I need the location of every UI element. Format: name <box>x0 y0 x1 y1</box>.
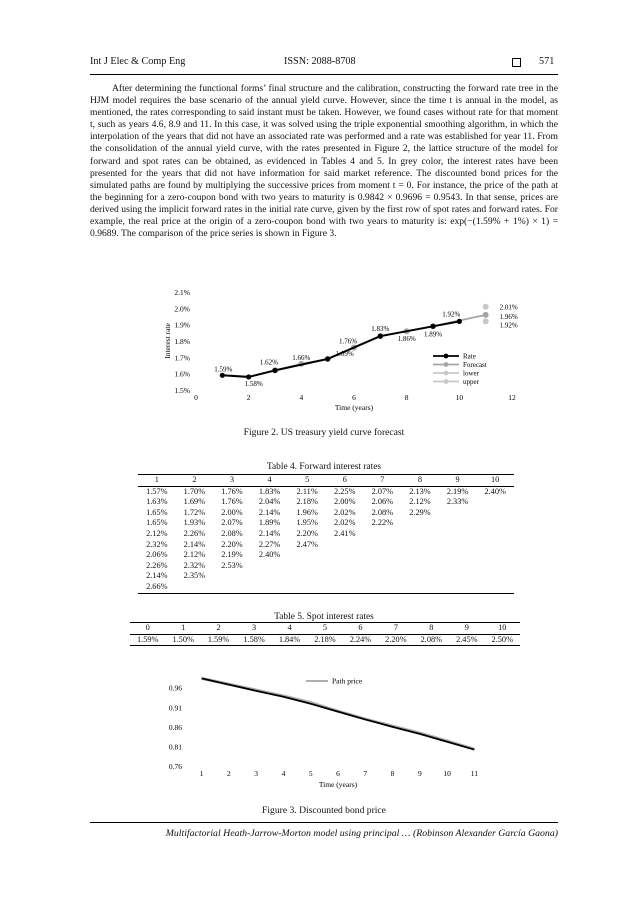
x-tick-label: 9 <box>417 769 422 778</box>
table-cell <box>476 550 514 561</box>
table-cell: 2.53% <box>221 560 243 570</box>
table-cell: 2.32% <box>183 560 206 570</box>
column-header: 9 <box>464 623 469 632</box>
table-cell <box>364 571 402 582</box>
data-label: 1.59% <box>214 365 233 374</box>
x-tick-label: 4 <box>299 393 304 402</box>
table-cell: 2.20% <box>296 528 318 538</box>
data-label: 1.69% <box>335 349 354 358</box>
legend-marker-forecast <box>444 362 449 367</box>
table-cell: 1.58% <box>243 634 265 644</box>
table-cell: 1.70% <box>183 486 206 496</box>
table-cell: 2.45% <box>456 634 478 644</box>
table-cell: 2.26% <box>183 528 206 538</box>
legend-marker-upper <box>444 379 449 384</box>
data-label: 1.92% <box>442 310 461 319</box>
x-tick-label: 12 <box>508 393 516 402</box>
x-tick-label: 11 <box>470 769 478 778</box>
table-4 <box>138 474 514 594</box>
table-cell <box>364 550 402 561</box>
column-header: 7 <box>393 623 398 632</box>
running-footer: Multifactorial Heath-Jarrow-Morton model using principal … (Robinson Alexander García Gaona) <box>165 828 558 839</box>
data-label: 1.83% <box>371 325 390 334</box>
table-cell: 2.66% <box>146 581 168 591</box>
page-number: 571 <box>539 56 555 67</box>
table-cell: 2.20% <box>385 634 407 644</box>
table-cell: 2.12% <box>146 528 168 538</box>
table-cell <box>213 582 251 593</box>
column-header: 3 <box>229 475 235 484</box>
table-cell <box>364 540 402 551</box>
table-cell <box>439 561 477 572</box>
table-cell: 2.41% <box>334 528 356 538</box>
table-cell: 2.08% <box>371 507 394 517</box>
column-header: 6 <box>342 475 347 484</box>
table-cell <box>364 582 402 593</box>
column-header: 6 <box>358 623 363 632</box>
table-row <box>138 582 514 593</box>
x-axis-label: Time (years) <box>334 403 374 412</box>
table-cell: 2.00% <box>221 507 243 517</box>
table-cell: 2.24% <box>349 634 372 644</box>
table-cell <box>401 582 439 593</box>
table-row <box>138 497 514 508</box>
table-cell: 1.96% <box>296 507 318 517</box>
data-label: 1.76% <box>338 337 358 346</box>
table-cell: 2.47% <box>296 539 318 549</box>
table-cell: 2.22% <box>371 518 394 528</box>
table-cell: 1.72% <box>183 507 206 517</box>
y-tick-label: 2.0% <box>174 304 190 314</box>
table-cell: 2.35% <box>183 571 206 581</box>
table-cell <box>326 540 364 551</box>
x-tick-label: 6 <box>352 393 356 402</box>
table-cell <box>476 571 514 582</box>
data-label: 2.01% <box>499 303 518 312</box>
table-cell: 1.76% <box>221 497 243 507</box>
data-label: 1.62% <box>259 358 278 367</box>
figure-3-chart <box>148 670 498 798</box>
table-cell: 1.65% <box>146 518 168 528</box>
figure-2-chart <box>158 284 520 414</box>
column-header: 1 <box>181 623 186 632</box>
y-tick-label: 0.86 <box>168 722 182 732</box>
table-row <box>138 571 514 582</box>
header-rule <box>90 74 558 75</box>
table-cell <box>326 561 364 572</box>
figure-3-caption: Figure 3. Discounted bond price <box>262 805 386 816</box>
table-cell: 1.69% <box>183 497 206 507</box>
table-cell <box>401 561 439 572</box>
data-point-upper <box>483 304 489 310</box>
table-cell <box>401 518 439 529</box>
table-cell <box>176 582 214 593</box>
table-cell: 2.40% <box>484 486 506 496</box>
table-cell: 2.14% <box>258 507 281 517</box>
x-tick-label: 2 <box>246 393 251 402</box>
footer-rule <box>90 822 558 823</box>
x-tick-label: 8 <box>404 393 409 402</box>
x-tick-label: 4 <box>281 769 286 778</box>
table-cell: 2.12% <box>183 550 206 560</box>
table-cell: 2.04% <box>258 497 281 507</box>
column-header: 10 <box>491 475 500 484</box>
legend-label-upper: upper <box>463 378 479 386</box>
table-cell: 2.07% <box>371 486 394 496</box>
table-cell <box>213 571 251 582</box>
column-header: 0 <box>145 623 150 632</box>
table-5-title: Table 5. Spot interest rates <box>274 612 374 622</box>
column-header: 10 <box>498 623 507 632</box>
column-header: 9 <box>455 475 460 484</box>
table-cell: 2.29% <box>409 507 431 517</box>
column-header: 7 <box>380 475 385 484</box>
table-cell: 2.02% <box>334 507 356 517</box>
column-header: 4 <box>287 623 292 632</box>
data-point-rate <box>325 356 330 361</box>
table-cell: 2.02% <box>334 518 356 528</box>
table-cell <box>326 550 364 561</box>
data-label: 1.86% <box>397 335 416 344</box>
body-paragraph: After determining the functional forms’ final structure and the calibration, constructing the forward rate tree in the HJM model requires the base scenario of the annual yield curve. However, since the time t is annual in the model, as mentioned, the rates corresponding to said instant must be taken. However, we found cases without rate for that moment t, such as years 4.6, 8.9 and 11. In this case, it was solved using the triple exponential smoothing algorithm, in which the interpolation of the years that did not have an associated rate was performed and a rate was established for year 11. From the consolidation of the annual yield curve, with the rates presented in Figure 2, the lattice structure of the model for forward and spot rates can be obtained, as evidenced in Tables 4 and 5. In grey color, the interest rates have been presented for the years that did not have information for said market reference. The discounted bond prices for the simulated paths are found by multiplying the successive prices from moment t = 0. For instance, the price of the path at the beginning for a zero-coupon bond with two years to maturity is 0.9842 × 0.9696 = 0.9543. In that sense, prices are derived using the implicit forward rates in the initial rate curve, given by the first row of spot rates and forward rates. For example, the real price at the origin of a zero-coupon bond with two years to maturity is: exp(−(1.59% + 1%) × 1) = 0.9689. The comparison of the price series is shown in Figure 3. <box>90 83 558 240</box>
table-cell: 2.20% <box>221 539 243 549</box>
table-cell <box>476 561 514 572</box>
data-label: 1.96% <box>499 312 518 321</box>
column-header: 8 <box>429 623 434 632</box>
data-point-lower <box>483 318 489 324</box>
table-row <box>138 550 514 561</box>
table-cell <box>476 582 514 593</box>
table-cell <box>364 561 402 572</box>
table-cell: 2.06% <box>146 550 168 560</box>
table-4-title: Table 4. Forward interest rates <box>266 462 382 472</box>
journal-name: Int J Elec & Comp Eng <box>90 56 186 67</box>
x-tick-label: 10 <box>455 393 464 402</box>
table-cell: 1.84% <box>278 634 301 644</box>
table-row <box>138 540 514 551</box>
data-label: 1.92% <box>499 321 518 330</box>
table-cell: 1.57% <box>146 486 168 496</box>
table-cell: 1.65% <box>146 507 168 517</box>
table-row <box>138 518 514 529</box>
table-cell: 2.13% <box>409 486 431 496</box>
table-row <box>138 561 514 572</box>
data-point-rate <box>457 319 462 324</box>
column-header: 2 <box>216 623 221 632</box>
y-tick-label: 1.8% <box>174 337 190 346</box>
table-cell <box>401 540 439 551</box>
table-cell: 2.18% <box>314 634 336 644</box>
table-cell <box>288 561 326 572</box>
table-cell: 2.19% <box>221 550 243 560</box>
table-cell <box>439 540 477 551</box>
y-tick-label: 1.5% <box>174 386 190 395</box>
table-cell: 2.33% <box>446 497 469 507</box>
x-tick-label: 8 <box>390 769 395 778</box>
legend-marker-lower <box>444 371 449 376</box>
figure-2-caption: Figure 2. US treasury yield curve forecast <box>243 427 405 438</box>
y-tick-label: 2.1% <box>174 288 190 297</box>
y-tick-label: 0.76 <box>168 762 182 771</box>
table-cell <box>476 508 514 519</box>
y-tick-label: 0.91 <box>168 703 182 713</box>
table-row <box>138 486 514 497</box>
x-tick-label: 6 <box>336 769 340 778</box>
y-tick-label: 1.6% <box>174 369 190 379</box>
x-axis-label: Time (years) <box>318 780 358 789</box>
table-row <box>130 634 520 646</box>
data-point-rate <box>272 368 277 373</box>
table-cell: 2.32% <box>146 539 168 549</box>
table-cell: 2.08% <box>221 528 243 538</box>
table-cell: 2.19% <box>446 486 469 496</box>
table-cell: 2.14% <box>146 571 168 581</box>
table-cell <box>439 529 477 540</box>
data-point-forecast <box>483 312 489 318</box>
legend-marker-rate <box>444 354 449 359</box>
table-cell: 2.12% <box>409 497 431 507</box>
table-cell: 2.27% <box>258 539 281 549</box>
legend-label-lower: lower <box>463 369 479 378</box>
x-tick-label: 0 <box>194 393 198 402</box>
table-cell <box>476 529 514 540</box>
table-cell: 2.26% <box>146 560 168 570</box>
data-point-rate <box>430 324 435 329</box>
table-cell <box>288 550 326 561</box>
table-cell <box>439 508 477 519</box>
y-tick-label: 0.81 <box>168 742 182 752</box>
table-header-row <box>138 475 514 487</box>
legend-label-path-price: Path price <box>332 676 363 686</box>
data-label: 1.89% <box>423 330 443 339</box>
table-cell: 2.11% <box>296 486 318 496</box>
y-tick-label: 1.7% <box>174 353 190 363</box>
table-cell <box>439 582 477 593</box>
table-cell: 2.14% <box>258 528 281 538</box>
column-header: 1 <box>154 475 159 484</box>
table-cell <box>326 571 364 582</box>
x-tick-label: 1 <box>199 769 204 778</box>
table-cell: 2.50% <box>491 634 513 644</box>
table-cell: 1.95% <box>296 518 318 528</box>
column-header: 8 <box>417 475 423 484</box>
table-cell <box>476 497 514 508</box>
table-cell <box>476 540 514 551</box>
table-cell <box>439 518 477 529</box>
table-cell: 1.59% <box>137 634 159 644</box>
series-line-reference <box>202 678 475 749</box>
column-header: 3 <box>252 623 257 632</box>
table-cell <box>251 561 289 572</box>
legend-label-rate: Rate <box>463 352 476 361</box>
table-cell: 1.93% <box>183 518 206 528</box>
table-cell: 1.59% <box>207 634 230 644</box>
x-tick-label: 5 <box>308 769 313 778</box>
table-cell <box>439 571 477 582</box>
table-cell: 1.83% <box>258 486 281 496</box>
legend-label-forecast: Forecast <box>463 361 487 369</box>
data-point-rate <box>246 374 251 379</box>
table-cell <box>401 529 439 540</box>
table-cell <box>401 571 439 582</box>
table-cell: 2.40% <box>258 550 281 560</box>
x-tick-label: 10 <box>443 769 451 778</box>
table-cell: 1.89% <box>258 518 281 528</box>
body-text <box>90 83 558 240</box>
column-header: 2 <box>192 475 197 484</box>
table-5 <box>130 622 520 646</box>
table-cell <box>251 571 289 582</box>
x-tick-label: 7 <box>363 769 368 778</box>
issn: ISSN: 2088-8708 <box>284 56 356 67</box>
table-cell <box>439 550 477 561</box>
running-header <box>90 56 558 72</box>
table-cell: 2.07% <box>221 518 243 528</box>
x-tick-label: 3 <box>254 769 259 778</box>
column-header: 5 <box>305 475 310 484</box>
table-cell: 1.63% <box>146 497 168 507</box>
table-cell: 2.00% <box>334 497 356 507</box>
table-cell <box>251 582 289 593</box>
table-cell: 1.76% <box>221 486 243 496</box>
y-tick-label: 0.96 <box>168 683 182 693</box>
table-cell: 2.08% <box>420 634 443 644</box>
data-label: 1.58% <box>244 379 263 388</box>
data-point-rate <box>220 373 225 378</box>
table-cell: 2.18% <box>296 497 318 507</box>
table-cell <box>288 582 326 593</box>
page-box-icon <box>512 56 521 70</box>
table-cell <box>401 550 439 561</box>
table-cell: 1.50% <box>172 634 194 644</box>
y-axis-label: Interest rate <box>163 323 172 359</box>
table-cell <box>364 529 402 540</box>
table-header-row <box>130 623 520 635</box>
data-point-rate <box>378 334 383 339</box>
table-cell <box>288 571 326 582</box>
table-cell: 2.06% <box>371 497 394 507</box>
column-header: 4 <box>267 475 272 484</box>
table-row <box>138 529 514 540</box>
table-cell: 2.25% <box>334 486 356 496</box>
table-cell: 2.14% <box>183 539 206 549</box>
x-tick-label: 2 <box>227 769 231 778</box>
table-cell <box>476 518 514 529</box>
table-cell <box>326 582 364 593</box>
column-header: 5 <box>322 623 328 632</box>
data-label: 1.66% <box>292 353 311 362</box>
y-tick-label: 1.9% <box>174 320 190 330</box>
table-row <box>138 508 514 519</box>
